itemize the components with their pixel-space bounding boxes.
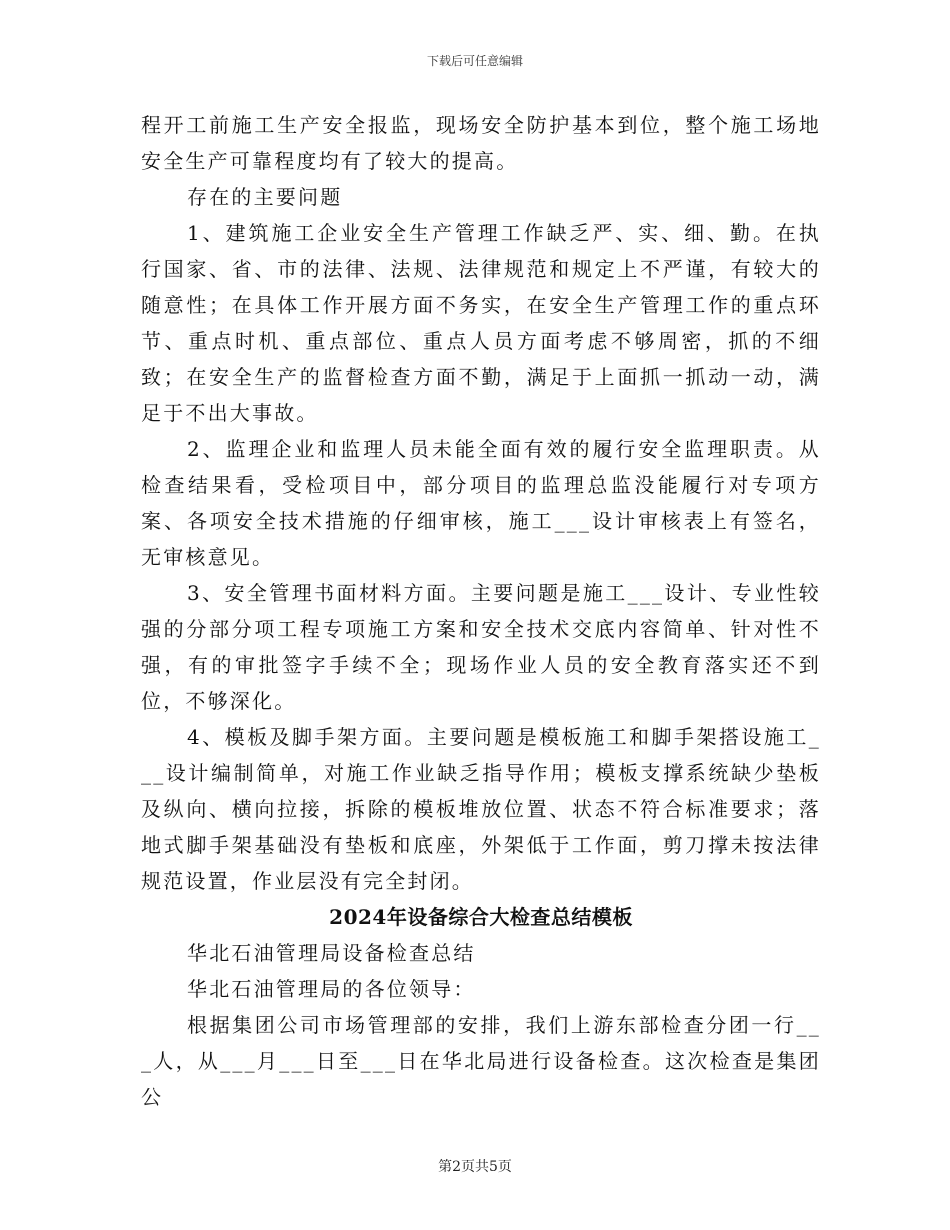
document-heading: 2024年设备综合大检查总结模板 xyxy=(329,905,633,929)
page-header-note: 下载后可任意编辑 xyxy=(426,54,523,68)
paragraph-intro: 根据集团公司市场管理部的安排，我们上游东部检查分团一行___人，从___月___日至___日在华北局进行设备检查。这次检查是集团公 xyxy=(141,1013,821,1109)
paragraph-problem-2: 2、监理企业和监理人员未能全面有效的履行安全监理职责。从检查结果看，受检项目中，部分项目的监理总监没能履行对专项方案、各项安全技术措施的仔细审核，施工___设计审核表上有签名，无审核意见。 xyxy=(141,437,821,569)
section-label-main-problems: 存在的主要问题 xyxy=(187,185,343,209)
paragraph-continuation: 程开工前施工生产安全报监，现场安全防护基本到位，整个施工场地安全生产可靠程度均有了较大的提高。 xyxy=(141,113,821,173)
paragraph-problem-3: 3、安全管理书面材料方面。主要问题是施工___设计、专业性较强的分部分项工程专项施工方案和安全技术交底内容简单、针对性不强，有的审批签字手续不全；现场作业人员的安全教育落实还不到位，不够深化。 xyxy=(141,581,821,713)
paragraph-problem-1: 1、建筑施工企业安全生产管理工作缺乏严、实、细、勤。在执行国家、省、市的法律、法规、法律规范和规定上不严谨，有较大的随意性；在具体工作开展方面不务实，在安全生产管理工作的重点环节、重点时机、重点部位、重点人员方面考虑不够周密，抓的不细致；在安全生产的监督检查方面不勤，满足于上面抓一抓动一动，满足于不出大事故。 xyxy=(141,221,821,425)
document-body xyxy=(141,107,821,1115)
page-number: 第2页共5页 xyxy=(438,1159,512,1175)
paragraph-summary-title: 华北石油管理局设备检查总结 xyxy=(187,941,476,965)
paragraph-salutation: 华北石油管理局的各位领导： xyxy=(187,977,476,1001)
paragraph-problem-4: 4、模板及脚手架方面。主要问题是模板施工和脚手架搭设施工___设计编制简单，对施工作业缺乏指导作用；模板支撑系统缺少垫板及纵向、横向拉接，拆除的模板堆放位置、状态不符合标准要求；落地式脚手架基础没有垫板和底座，外架低于工作面，剪刀撑未按法律规范设置，作业层没有完全封闭。 xyxy=(141,725,821,893)
